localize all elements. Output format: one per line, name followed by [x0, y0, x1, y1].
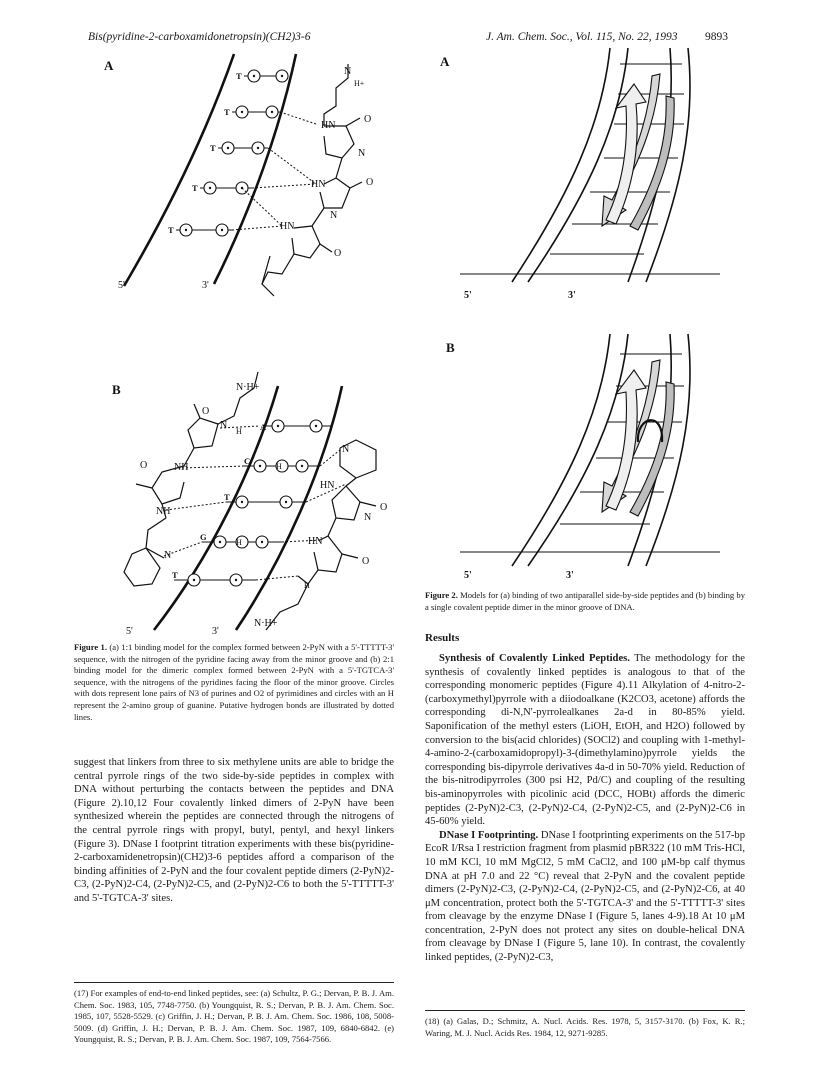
dna-ribbon-a [460, 48, 720, 282]
chem-label: NH [174, 462, 189, 473]
synthesis-text: The methodology for the synthesis of covalently linked peptides is analogous to that of the corresponding monomeric peptides (Figure 4).11 Alkylation of 4-nitro-2-(carboxymethyl)pyrrole with a diiodoalkane (K2CO3, acetone) affords the corresponding di-N,N'-pyrrolealkanes 2a-d in 80-85% yield. Saponification of the methyl esters (LiOH, EtOH, and H2O) followed by conversion to the bis(acid chlorides) (SOCl2) and coupling with 1-methyl-4-amino-2-(carboxamidopropyl)-3-(dimethylamino)pyrrole yields the corresponding bis-dipyrrole derivatives 4a-d in 50-70% yield. Reduction of the bis-nitrodipyrroles (300 psi H2, Pd/C) and coupling of the resulting bis-aminopyrroles with picolinic acid (DCC, HOBt) affords the dimeric peptides (2-PyN)2-C3, (2-PyN)2-C4, (2-PyN)2-C5, and (2-PyN)2-C6 in 45-60% yield. [425, 653, 745, 828]
chem-label: N [164, 550, 172, 561]
panel-label: A [104, 58, 114, 73]
chem-label: O [202, 406, 210, 417]
chem-label: N [342, 444, 350, 455]
footnote-17: (17) For examples of end-to-end linked peptides, see: (a) Schultz, P. G.; Dervan, P. B. J. Am. Chem. Soc. 1983, 105, 7748-7750. (b) Youngquist, R. S.; Dervan, P. B. J. Am. Chem. Soc. 1985, 107, 5528-5529. (c) Griffin, J. H.; Dervan, P. B. J. Am. Chem. Soc. 1986, 108, 5008-5009. (d) Griffin, J. H.; Dervan, P. B. J. Am. Chem. Soc. 1987, 109, 6840-6842. (e) Youngquist, R. S.; Dervan, P. B. J. Am. Chem. Soc. 1987, 109, 7564-7566. [74, 988, 394, 1045]
chem-label: N [364, 512, 372, 523]
base-label: T [168, 225, 174, 235]
strand-label-3prime: 3' [212, 626, 219, 637]
chem-label: O [334, 248, 342, 259]
strand-label-3prime: 3' [202, 280, 209, 291]
base-label: T [224, 107, 230, 117]
figure1-panel-b-svg [84, 368, 404, 640]
figure1-caption-label: Figure 1. [74, 642, 107, 652]
figure2-caption-label: Figure 2. [425, 590, 458, 600]
chem-label: O [362, 556, 370, 567]
figure2-panel-b [420, 330, 740, 590]
footnote-rule [425, 1010, 745, 1011]
base-label: T [172, 570, 178, 580]
base-label: G [200, 532, 207, 542]
left-column-body [74, 756, 394, 906]
chem-label: H [236, 427, 242, 436]
journal-name: J. Am. Chem. Soc., Vol. 115, No. 22, 1993 [486, 31, 678, 43]
strand-label-5prime: 5' [464, 570, 472, 581]
strand-label-5prime: 5' [118, 280, 125, 291]
body-paragraph: suggest that linkers from three to six methylene units are able to bridge the central pyrrole rings of the two side-by-side peptides in complex with DNA without perturbing the contacts between the peptides and DNA (Figure 2).10,12 Four covalently linked dimers of 2-PyN have been synthesized wherein the peptides are connected through the nitrogens of the central pyrrole rings with propyl, butyl, pentyl, and hexyl linkers (Figure 3). DNase I footprint titration experiments with these bis(pyridine-2-carboxamidenetropsin)(CH2)3-6 peptides afford a comparison of the binding affinities of 2-PyN and the four covalent peptide dimers (2-PyN)2-C3, (2-PyN)2-C4, (2-PyN)2-C5, and (2-PyN)2-C6 to both the 5'-TTTTT-3' and 5'-TGTCA-3' sites. [74, 757, 394, 904]
chem-label: H+ [354, 79, 365, 88]
strand-label-3prime: 3' [566, 570, 574, 581]
footprinting-text: DNase I footprinting experiments on the 517-bp EcoR I/Rsa I restriction fragment from plasmid pBR322 (10 mM Tris-HCl, 10 mM KCl, 10 mM MgCl2, 5 mM CaCl2, and 100 μM-bp calf thymus DNA at pH 7.0 and 22 °C) reveal that 2-PyN and the covalent peptide dimers (2-PyN)2-C3, (2-PyN)2-C4, (2-PyN)2-C5, and (2-PyN)2-C6, at 40 μM concentration, protect both the 5'-TGTCA-3' and the 5'-TTTTT-3' sites from cleavage by the enzyme DNase I (Figure 5, lanes 4-9).18 At 10 μM concentration, 2-PyN does not protect any sites on double-helical DNA from cleavage by DNase I (Figure 5, lane 10). In contrast, the covalently linked peptides, (2-PyN)2-C3, [425, 829, 746, 964]
synthesis-heading: Synthesis of Covalently Linked Peptides. [439, 653, 630, 664]
base-label: C [244, 456, 251, 466]
dna-strand-right [214, 54, 296, 284]
chem-label: N·H+ [254, 618, 278, 629]
figure2-panel-b-svg [420, 330, 740, 590]
figure1-panel-b [84, 368, 404, 640]
dna-ribbon-b [460, 334, 720, 566]
figure2-caption [425, 590, 745, 613]
running-title: Bis(pyridine-2-carboxamidonetropsin)(CH2)3-6 [88, 31, 311, 43]
chem-label: H [304, 581, 310, 590]
right-column-body [425, 652, 745, 965]
strand-label-5prime: 5' [126, 626, 133, 637]
chem-label: NH [156, 506, 171, 517]
chem-label: O [366, 177, 374, 188]
panel-label: A [440, 54, 450, 69]
chem-label: N [344, 66, 352, 77]
chem-label: N [330, 210, 338, 221]
synthesis-paragraph [425, 652, 745, 829]
amino-marker: H [236, 538, 242, 547]
hydrogen-bonds-a [232, 112, 316, 230]
base-label: T [210, 143, 216, 153]
chem-label: O [140, 460, 148, 471]
base-label: T [192, 183, 198, 193]
figure2-panel-a [420, 44, 740, 306]
footprinting-heading: DNase I Footprinting. [439, 829, 539, 841]
figure1-panel-a [84, 48, 404, 298]
amino-marker: H [276, 462, 282, 471]
footnote-rule [74, 982, 394, 983]
figure1-panel-a-svg [84, 48, 404, 298]
chem-label: HN [321, 120, 336, 131]
chem-label: N [358, 148, 366, 159]
dna-strand-right [236, 386, 342, 630]
peptide-dimer-arrows-b [602, 360, 674, 516]
journal-citation [486, 31, 678, 43]
peptide-b-left [124, 372, 258, 586]
figure1-caption [74, 642, 394, 723]
chem-label: O [364, 114, 372, 125]
figure2-caption-text: Models for (a) binding of two antiparallel side-by-side peptides and (b) binding by a single covalent peptide dimer in the minor groove of DNA. [425, 590, 745, 612]
base-label: A [260, 422, 267, 432]
figure2-panel-a-svg [420, 44, 740, 306]
peptide-arrows-a [602, 74, 674, 230]
chem-label: N [220, 420, 228, 431]
page-number: 9893 [705, 31, 728, 43]
dna-strand-left [124, 54, 234, 286]
chem-label: O [380, 502, 388, 513]
base-label: T [224, 492, 230, 502]
results-heading: Results [425, 632, 460, 644]
chem-label: HN [308, 536, 323, 547]
base-label: T [236, 71, 242, 81]
panel-label: B [446, 340, 455, 355]
footnote-18: (18) (a) Galas, D.; Schmitz, A. Nucl. Acids. Res. 1978, 5, 3157-3170. (b) Fox, K. R.; Waring, M. J. Nucl. Acids Res. 1984, 12, 9271-9285. [425, 1016, 745, 1038]
chem-label: HN [320, 480, 335, 491]
chem-label: HN [280, 221, 295, 232]
figure1-caption-text: (a) 1:1 binding model for the complex formed between 2-PyN with a 5'-TTTTT-3' sequence, with the nitrogen of the pyridine facing away from the minor groove and (b) 2:1 binding model for the dimeric complex formed between 2-PyN with a 5'-TGTCA-3' sequence, with the nitrogens of the pyridines facing the floor of the minor groove. Circles with dots represent lone pairs of N3 of purines and O2 of pyrimidines and circles with an H represent the 2-amino group of guanine. Putative hydrogen bonds are illustrated by dotted lines. [74, 642, 394, 722]
strand-label-3prime: 3' [568, 290, 576, 301]
strand-label-5prime: 5' [464, 290, 472, 301]
chem-label: HN [311, 179, 326, 190]
footprinting-paragraph [425, 829, 745, 965]
panel-label: B [112, 382, 121, 397]
base-pairs-b [174, 420, 335, 586]
chem-label: N·H+ [236, 382, 260, 393]
